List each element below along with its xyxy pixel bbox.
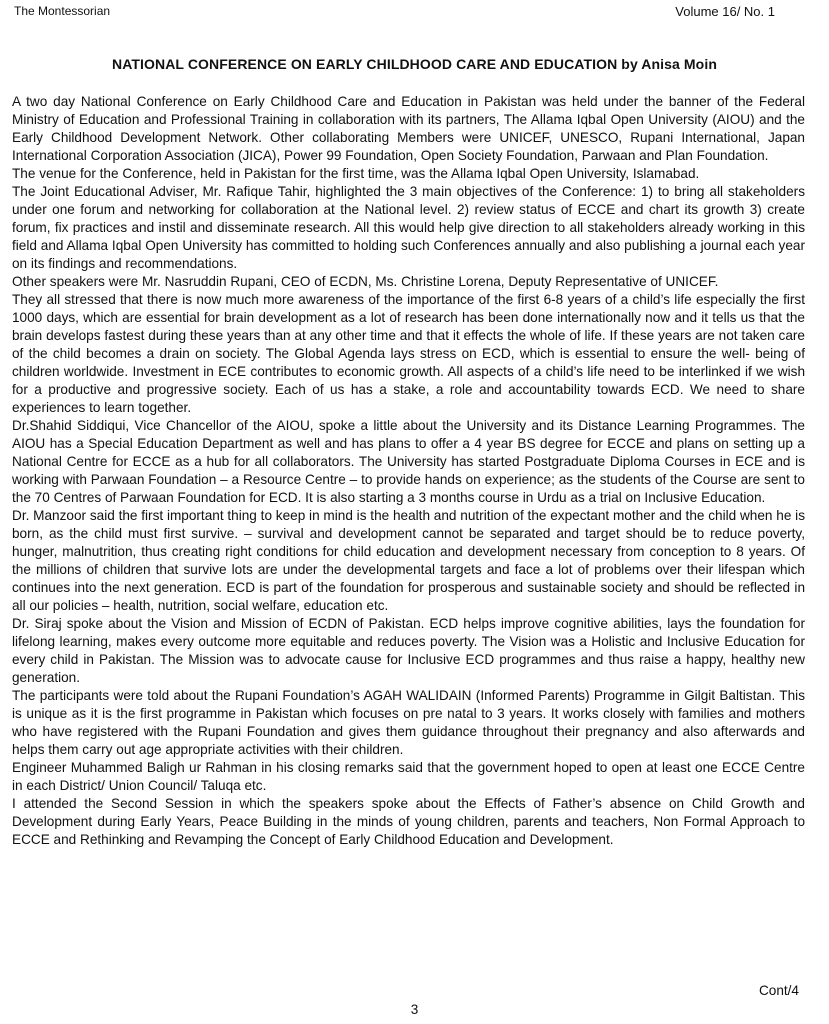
- article-title: NATIONAL CONFERENCE ON EARLY CHILDHOOD CARE AND EDUCATION by Anisa Moin: [112, 56, 717, 72]
- paragraph: They all stressed that there is now much more awareness of the importance of the first 6-8 years of a child’s life especially the first 1000 days, which are essential for brain development as a lot of research has been done internationally now and it tells us that the brain develops fastest during these years than at any other time and that it effects the whole of life. If these years are not taken care of the child becomes a drain on society. The Global Agenda lays stress on ECD, which is essential to ensure the well- being of children worldwide. Investment in ECE contributes to economic growth. All aspects of a child’s life need to be interlinked if we wish for a productive and progressive society. Each of us has a stake, a role and accountability towards ECD. We need to share experiences to learn together.: [12, 292, 805, 415]
- paragraph: I attended the Second Session in which the speakers spoke about the Effects of Father’s absence on Child Growth and Development during Early Years, Peace Building in the minds of young children, parents and teachers, Non Formal Approach to ECCE and Rethinking and Revamping the Concept of Early Childhood Education and Development.: [12, 796, 805, 847]
- paragraph: The venue for the Conference, held in Pakistan for the first time, was the Allama Iqbal Open University, Islamabad.: [12, 166, 700, 181]
- paragraph: Dr.Shahid Siddiqui, Vice Chancellor of the AIOU, spoke a little about the University and its Distance Learning Programmes. The AIOU has a Special Education Department as well and has plans to offer a 4 year BS degree for ECCE and plans on setting up a National Centre for ECCE as a hub for all collaborators. The University has started Postgraduate Diploma Courses in ECE and is working with Parwaan Foundation – a Resource Centre – to provide hands on experience; as the students of the Course are sent to the 70 Centres of Parwaan Foundation for ECD. It is also starting a 3 months course in Urdu as a trial on Inclusive Education.: [12, 418, 805, 505]
- paragraph: Dr. Siraj spoke about the Vision and Mission of ECDN of Pakistan. ECD helps improve cognitive abilities, lays the foundation for lifelong learning, makes every outcome more equitable and reduces poverty. The Vision was a Holistic and Inclusive Education for every child in Pakistan. The Mission was to advocate cause for Inclusive ECD programmes and thus raise a happy, healthy new generation.: [12, 616, 805, 685]
- paragraph: A two day National Conference on Early Childhood Care and Education in Pakistan was held under the banner of the Federal Ministry of Education and Professional Training in collaboration with its partners, The Allama Iqbal Open University (AIOU) and the Early Childhood Development Network. Other collaborating Members were UNICEF, UNESCO, Rupani International, Japan International Corporation Association (JICA), Power 99 Foundation, Open Society Foundation, Parwaan and Plan Foundation.: [12, 94, 805, 163]
- paragraph: Engineer Muhammed Baligh ur Rahman in his closing remarks said that the government hoped to open at least one ECCE Centre in each District/ Union Council/ Taluqa etc.: [12, 760, 805, 793]
- article-body: [12, 93, 805, 849]
- publication-name: The Montessorian: [14, 4, 111, 18]
- continuation-note: Cont/4: [758, 983, 799, 998]
- page-header: [14, 4, 815, 22]
- paragraph: The Joint Educational Adviser, Mr. Rafique Tahir, highlighted the 3 main objectives of the Conference: 1) to bring all stakeholders under one forum and networking for collaboration at the National level. 2) review status of ECCE and chart its growth 3) create forum, fix practices and instil and disseminate research. All this would help give direction to all stakeholders already working in this field and Allama Iqbal Open University has committed to holding such Conferences annually and also publishing a journal each year on its findings and recommendations.: [12, 184, 805, 271]
- paragraph: Dr. Manzoor said the first important thing to keep in mind is the health and nutrition of the expectant mother and the child when he is born, as the child must first survive. – survival and development cannot be separated and target should be to reduce poverty, hunger, malnutrition, thus creating right conditions for child education and development necessary from conception to 8 years. Of the millions of children that survive lots are under the developmental targets and face a lot of problems over their lifespan which continues into the next generation. ECD is part of the foundation for prosperous and sustainable society and should be reflected in all our policies – health, nutrition, social welfare, education etc.: [12, 508, 805, 613]
- paragraph: Other speakers were Mr. Nasruddin Rupani, CEO of ECDN, Ms. Christine Lorena, Deputy Representative of UNICEF.: [12, 274, 719, 289]
- page-number: 3: [410, 1002, 419, 1017]
- paragraph: The participants were told about the Rupani Foundation’s AGAH WALIDAIN (Informed Parents) Programme in Gilgit Baltistan. This is unique as it is the first programme in Pakistan which focuses on pre natal to 3 years. It works closely with families and mothers who have registered with the Rupani Foundation and gives them guidance throughout their pregnancy and also afterwards and helps them carry out age appropriate activities with their children.: [12, 688, 805, 757]
- volume-number: Volume 16/ No. 1: [675, 4, 775, 19]
